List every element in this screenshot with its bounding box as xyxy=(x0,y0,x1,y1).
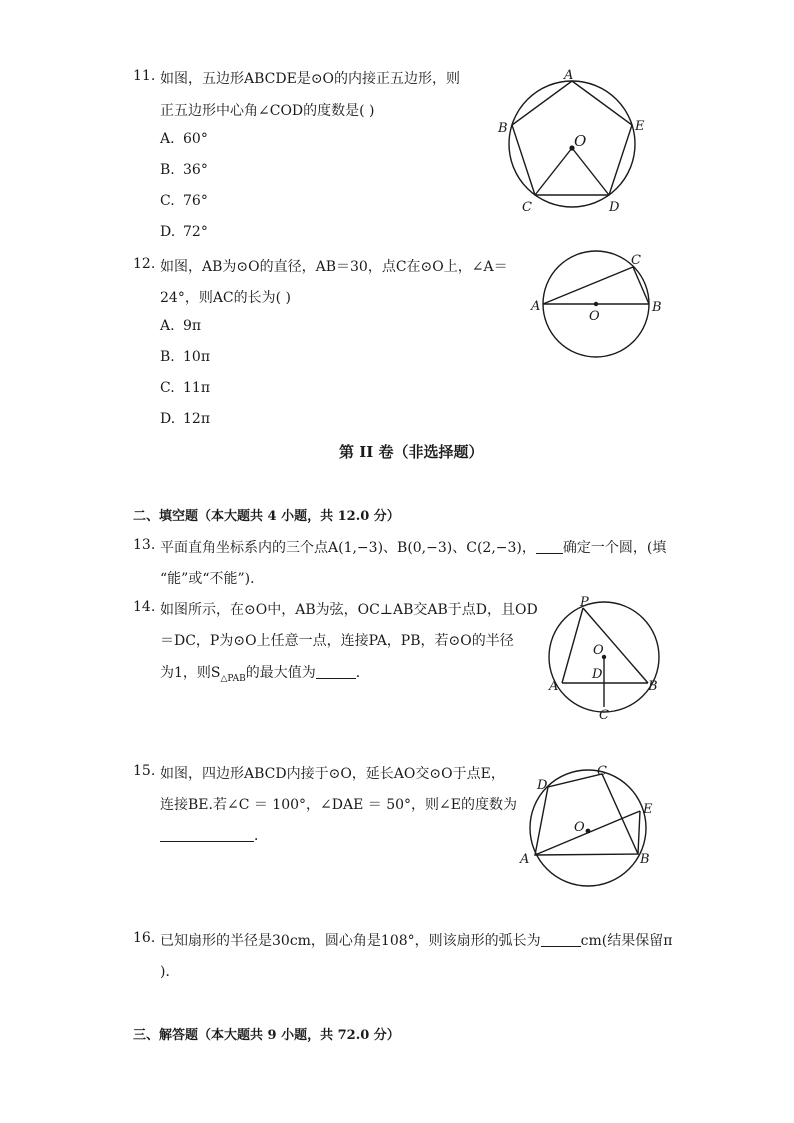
q12-number: 12. xyxy=(133,256,156,272)
q12-option-c[interactable] xyxy=(160,380,210,396)
q12-fig-label-a: A xyxy=(531,299,541,314)
option-label: B. xyxy=(160,162,175,178)
q16-answer-blank[interactable] xyxy=(541,932,581,947)
option-label: A. xyxy=(160,131,175,147)
option-text: 36° xyxy=(183,162,208,178)
q14-stem-line3 xyxy=(160,662,370,684)
option-label: C. xyxy=(160,193,175,209)
q15-stem-line1: 如图，四边形ABCD内接于⊙O，延长AO交⊙O于点E， xyxy=(160,766,505,782)
q11-option-b[interactable] xyxy=(160,162,208,178)
q15-fig-label-d: D xyxy=(537,778,548,793)
option-label: D. xyxy=(160,411,176,427)
q15-stem-line2: 连接BE.若∠C ＝ 100°，∠DAE ＝ 50°，则∠E的度数为 xyxy=(160,797,517,813)
q11-fig-label-c: C xyxy=(522,200,532,215)
q12-stem-line1: 如图，AB为⊙O的直径，AB＝30，点C在⊙O上，∠A＝ xyxy=(160,259,508,275)
q14-stem-line2: ＝DC，P为⊙O上任意一点，连接PA，PB，若⊙O的半径 xyxy=(160,633,514,649)
q11-stem-line2: 正五边形中心角∠COD的度数是( ) xyxy=(160,103,375,119)
q14-circle-figure xyxy=(540,595,670,725)
q11-fig-label-b: B xyxy=(498,121,508,136)
section3-heading: 三、解答题（本大题共 9 小题，共 72.0 分） xyxy=(133,1028,400,1043)
q12-fig-label-c: C xyxy=(631,253,641,268)
q14-fig-label-b: B xyxy=(648,679,658,694)
q11-option-c[interactable] xyxy=(160,193,208,209)
q14-fig-label-d: D xyxy=(592,667,603,682)
q14-text-c: ． xyxy=(355,665,370,681)
q13-stem-line1 xyxy=(160,537,666,557)
q12-option-a[interactable] xyxy=(160,318,201,334)
q11-fig-label-a: A xyxy=(564,68,574,83)
q16-stem-line1 xyxy=(160,930,672,950)
q11-fig-label-o: O xyxy=(574,132,587,150)
option-text: 76° xyxy=(183,193,208,209)
q12-circle-figure xyxy=(530,250,660,360)
q15-number: 15. xyxy=(133,763,156,779)
q11-option-a[interactable] xyxy=(160,131,208,147)
q11-pentagon-figure xyxy=(490,62,650,222)
q14-fig-label-p: P xyxy=(580,595,589,610)
option-text: 9π xyxy=(183,318,202,334)
option-text: 10π xyxy=(183,349,211,365)
option-label: A. xyxy=(160,318,175,334)
q15-fig-label-e: E xyxy=(643,802,653,817)
q11-option-d[interactable] xyxy=(160,224,208,240)
section2-heading: 二、填空题（本大题共 4 小题，共 12.0 分） xyxy=(133,509,400,524)
part2-title: 第 II 卷（非选择题） xyxy=(339,443,484,461)
q15-answer-blank[interactable] xyxy=(160,827,254,842)
option-text: 72° xyxy=(183,224,208,240)
option-label: C. xyxy=(160,380,175,396)
option-text: 12π xyxy=(183,411,211,427)
q12-stem-line2: 24°，则AC的长为( ) xyxy=(160,290,292,306)
q14-fig-label-o: O xyxy=(593,643,604,658)
q13-answer-blank[interactable] xyxy=(536,539,563,554)
q15-quadrilateral-figure xyxy=(515,760,665,895)
q12-option-b[interactable] xyxy=(160,349,210,365)
q16-text-a: 已知扇形的半径是30cm，圆心角是108°，则该扇形的弧长为 xyxy=(160,933,541,949)
q11-stem-line1: 如图，五边形ABCDE是⊙O的内接正五边形，则 xyxy=(160,71,461,87)
option-text: 60° xyxy=(183,131,208,147)
q14-answer-blank[interactable] xyxy=(316,664,356,679)
q14-number: 14. xyxy=(133,599,156,615)
option-text: 11π xyxy=(183,380,211,396)
q14-text-a: 为1，则S xyxy=(160,665,221,681)
q16-text-b: cm(结果保留π xyxy=(580,933,673,949)
q11-fig-label-e: E xyxy=(635,119,645,134)
q15-text-end: ． xyxy=(254,828,268,844)
q14-subscript: △PAB xyxy=(220,673,246,684)
option-label: D. xyxy=(160,224,176,240)
q15-fig-label-o: O xyxy=(574,820,585,835)
q12-fig-label-b: B xyxy=(652,300,662,315)
q16-number: 16. xyxy=(133,930,156,946)
q11-number: 11. xyxy=(133,68,156,84)
q15-stem-line3 xyxy=(160,825,268,845)
q14-fig-label-a: A xyxy=(549,679,559,694)
q16-stem-line2: )． xyxy=(160,964,180,980)
q15-fig-label-a: A xyxy=(520,852,530,867)
q14-fig-label-c: C xyxy=(599,708,609,723)
q13-text-a: 平面直角坐标系内的三个点A(1,−3)、B(0,−3)、C(2,−3)， xyxy=(160,540,536,556)
q15-fig-label-b: B xyxy=(640,852,650,867)
q14-stem-line1: 如图所示，在⊙O中，AB为弦，OC⊥AB交AB于点D，且OD xyxy=(160,602,538,618)
q12-fig-label-o: O xyxy=(589,309,600,324)
q15-fig-label-c: C xyxy=(597,764,607,779)
q14-text-b: 的最大值为 xyxy=(245,665,316,681)
q11-fig-label-d: D xyxy=(609,200,620,215)
q13-number: 13. xyxy=(133,537,156,553)
q12-option-d[interactable] xyxy=(160,411,210,427)
q13-stem-line2: “能”或“不能”)． xyxy=(160,571,265,587)
option-label: B. xyxy=(160,349,175,365)
q13-text-b: 确定一个圆，(填 xyxy=(562,540,667,556)
